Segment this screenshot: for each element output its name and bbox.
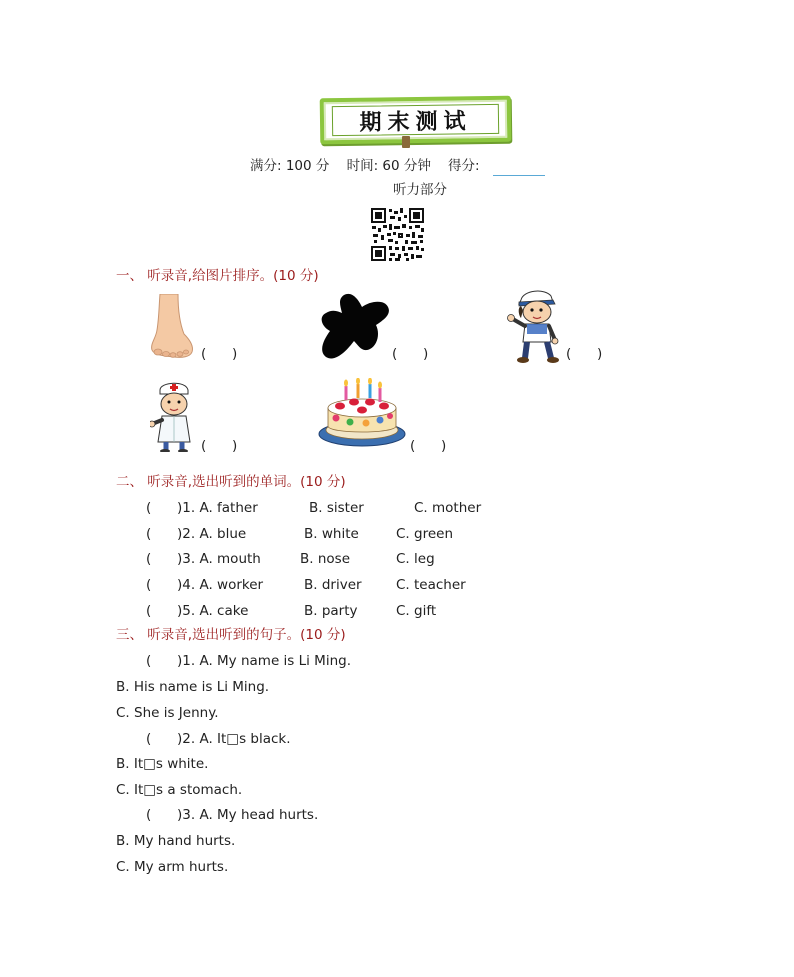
s2-q2-c: C. green <box>396 526 453 542</box>
s2-q2-a: ( )2. A. blue <box>146 526 247 542</box>
answer-paren-1[interactable]: ( ) <box>201 346 238 362</box>
s2-q4-b: B. driver <box>304 577 362 593</box>
s2-q3-c: C. leg <box>396 551 435 567</box>
s3-q1-c: C. She is Jenny. <box>116 705 219 721</box>
s3-q3-b: B. My hand hurts. <box>116 833 236 849</box>
sign-post <box>402 136 410 148</box>
doctor-image <box>150 380 198 452</box>
birthday-cake-image <box>318 378 406 448</box>
s2-q1-a: ( )1. A. father <box>146 500 258 516</box>
answer-paren-4[interactable]: ( ) <box>201 438 238 454</box>
s3-q3-c: C. My arm hurts. <box>116 859 229 875</box>
section3-title: 三、 听录音,选出听到的句子。(10 分) <box>116 627 346 643</box>
s3-q3-a: ( )3. A. My head hurts. <box>146 807 319 823</box>
s3-q2-a: ( )2. A. It□s black. <box>146 731 291 747</box>
listening-heading: 听力部分 <box>393 182 447 198</box>
s3-q1-b: B. His name is Li Ming. <box>116 679 270 695</box>
s2-q5-c: C. gift <box>396 603 437 619</box>
s2-q3-b: B. nose <box>300 551 350 567</box>
s2-q1-c: C. mother <box>414 500 482 516</box>
worker-boy-image <box>507 288 567 364</box>
section2-title: 二、 听录音,选出听到的单词。(10 分) <box>116 474 346 490</box>
s2-q5-b: B. party <box>304 603 358 619</box>
title-sign <box>320 96 512 145</box>
score-info: 满分: 100 分 时间: 60 分钟 得分: <box>250 158 480 174</box>
foot-image <box>148 294 196 360</box>
answer-paren-5[interactable]: ( ) <box>410 438 447 454</box>
s2-q4-c: C. teacher <box>396 577 466 593</box>
black-splat-image <box>318 291 392 363</box>
s2-q2-b: B. white <box>304 526 359 542</box>
s2-q4-a: ( )4. A. worker <box>146 577 264 593</box>
answer-paren-3[interactable]: ( ) <box>566 346 603 362</box>
title-sign-inner <box>332 104 499 136</box>
s2-q3-a: ( )3. A. mouth <box>146 551 261 567</box>
qr-code-image <box>371 208 424 261</box>
s2-q5-a: ( )5. A. cake <box>146 603 249 619</box>
section1-title: 一、 听录音,给图片排序。(10 分) <box>116 268 319 284</box>
s3-q2-b: B. It□s white. <box>116 756 209 772</box>
s3-q1-a: ( )1. A. My name is Li Ming. <box>146 653 351 669</box>
s3-q2-c: C. It□s a stomach. <box>116 782 243 798</box>
s2-q1-b: B. sister <box>309 500 364 516</box>
answer-paren-2[interactable]: ( ) <box>392 346 429 362</box>
score-blank <box>493 175 545 176</box>
page-title: 期末测试 <box>359 108 472 136</box>
